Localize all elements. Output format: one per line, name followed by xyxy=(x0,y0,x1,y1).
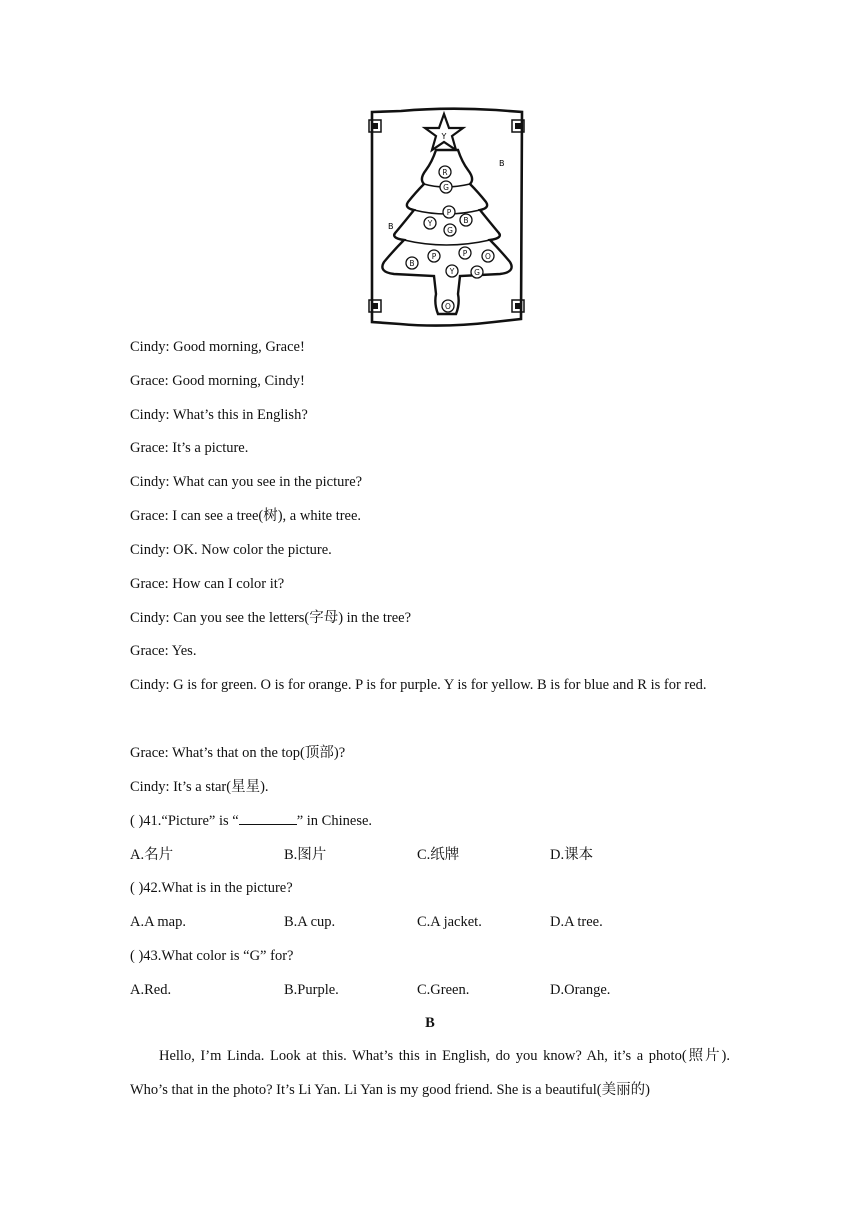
option-c: C.纸牌 xyxy=(417,847,460,863)
ornament-letter: O xyxy=(445,302,451,311)
dialogue-line: Cindy: What’s this in English? xyxy=(130,407,308,423)
ornament-letter: P xyxy=(446,208,452,217)
question-43: ( )43.What color is “G” for? xyxy=(130,948,294,964)
ornament-letter: R xyxy=(442,168,448,177)
question-42: ( )42.What is in the picture? xyxy=(130,880,293,896)
dialogue-line: Cindy: G is for green. O is for orange. P is for purple. Y is for yellow. B is for blue and R is for red. xyxy=(130,677,707,693)
ornament-letter: G xyxy=(474,268,480,277)
ornament-letter: B xyxy=(409,259,415,268)
option-d: D.A tree. xyxy=(550,914,603,930)
background-letter-left: B xyxy=(388,222,394,231)
ornament-letter: G xyxy=(447,226,453,235)
option-b: B.图片 xyxy=(284,847,327,863)
dialogue-line: Cindy: OK. Now color the picture. xyxy=(130,542,332,558)
section-b-heading: B xyxy=(425,1015,435,1031)
dialogue-line: Grace: Good morning, Cindy! xyxy=(130,373,305,389)
option-c: C.Green. xyxy=(417,982,470,998)
dialogue-line: Cindy: Good morning, Grace! xyxy=(130,339,305,355)
ornament-letter: O xyxy=(485,252,491,261)
option-a: A.A map. xyxy=(130,914,186,930)
section-b-paragraph: Hello, I’m Linda. Look at this. What’s this in English, do you know? Ah, it’s a photo(照片). Who’s that in the photo? It’s Li Yan. Li Yan is my good friend. She is a beautiful(美丽的) xyxy=(130,1048,730,1098)
question-41 xyxy=(130,811,372,831)
option-c: C.A jacket. xyxy=(417,914,482,930)
ornament-letter: B xyxy=(463,216,469,225)
background-letter-right: B xyxy=(499,159,505,168)
question-41-suffix: ” in Chinese. xyxy=(296,813,373,829)
option-b: B.A cup. xyxy=(284,914,336,930)
ornament-letter: P xyxy=(431,252,437,261)
dialogue-line: Grace: Yes. xyxy=(130,643,197,659)
dialogue-line: Cindy: What can you see in the picture? xyxy=(130,474,363,490)
option-a: A.名片 xyxy=(130,847,174,863)
ornament-letter: Y xyxy=(427,219,433,228)
option-b: B.Purple. xyxy=(284,982,339,998)
answer-blank[interactable] xyxy=(239,811,297,825)
dialogue-line: Grace: It’s a picture. xyxy=(130,440,249,456)
question-41-prefix: ( )41.“Picture” is “ xyxy=(130,813,239,829)
dialogue-line: Cindy: It’s a star(星星). xyxy=(130,779,269,795)
ornament-letter: Y xyxy=(449,267,455,276)
christmas-tree-figure xyxy=(364,104,529,330)
ornament-letter: P xyxy=(462,249,468,258)
dialogue-line: Cindy: Can you see the letters(字母) in the tree? xyxy=(130,610,412,626)
ornament-letter: G xyxy=(443,183,449,192)
dialogue-line: Grace: What’s that on the top(顶部)? xyxy=(130,745,346,761)
option-a: A.Red. xyxy=(130,982,172,998)
star-letter: Y xyxy=(441,132,447,141)
option-d: D.课本 xyxy=(550,847,594,863)
dialogue-line: Grace: I can see a tree(树), a white tree. xyxy=(130,508,362,524)
option-d: D.Orange. xyxy=(550,982,611,998)
dialogue-line: Grace: How can I color it? xyxy=(130,576,285,592)
